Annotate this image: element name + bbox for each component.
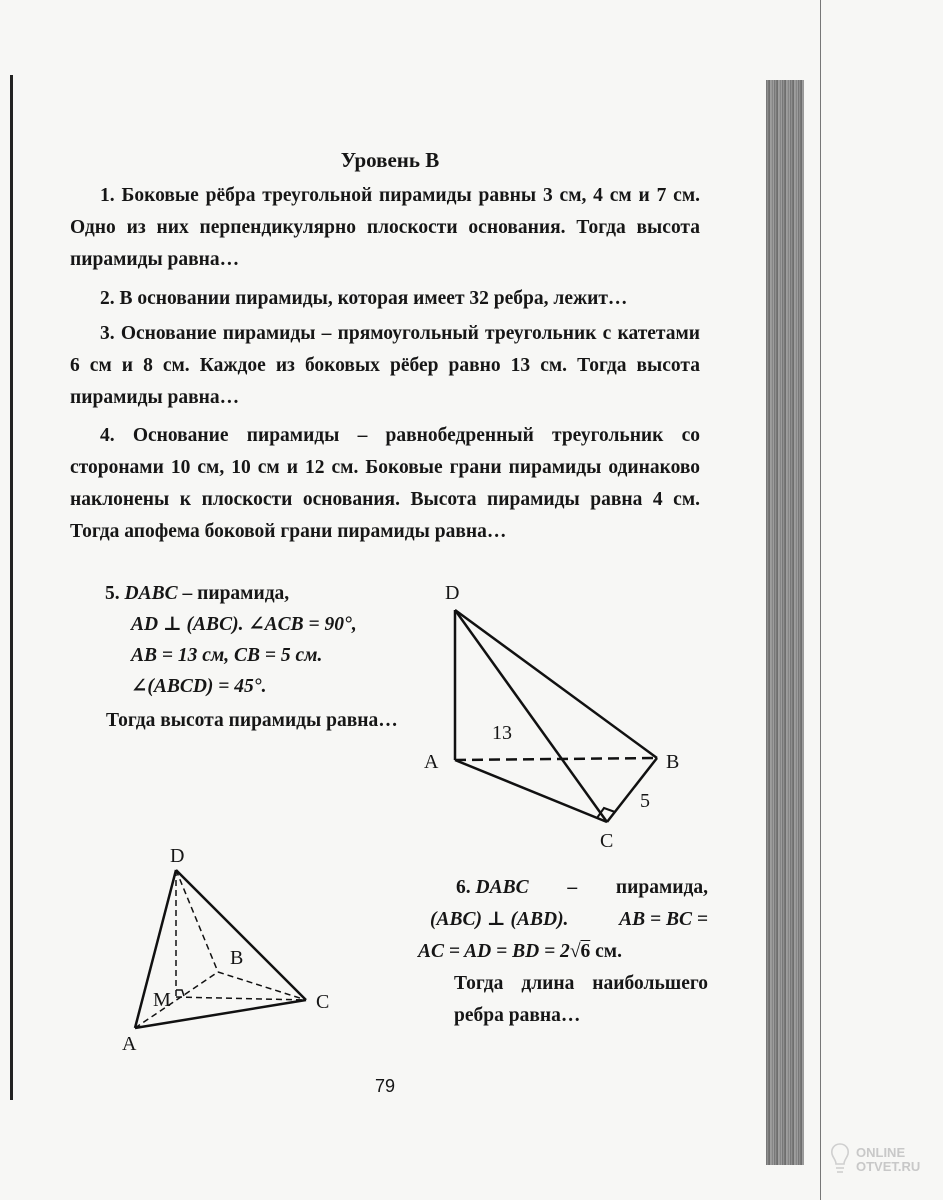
vertex-label-d: D bbox=[170, 845, 185, 867]
problem-text: Основание пирамиды – прямоугольный треугольник с катетами 6 см и 8 см. Каждое из боковых рёбер равно 13 см. Тогда высота пирамиды равна… bbox=[70, 323, 701, 408]
problem-3 bbox=[70, 318, 700, 414]
problem-text: В основании пирамиды, которая имеет 32 ребра, лежит… bbox=[119, 288, 628, 309]
problem-intro: – пирамида, bbox=[177, 583, 290, 604]
vertex-label-c: C bbox=[316, 991, 330, 1013]
problem-text: Боковые рёбра треугольной пирамиды равны 3 см, 4 см и 7 см. Одно из них перпендикулярно плоскости основания. Тогда высота пирамиды равна… bbox=[70, 185, 700, 270]
page-number: 79 bbox=[375, 1076, 396, 1096]
pyramid-name: DABC bbox=[475, 877, 529, 898]
condition-planes: (ABC) ⊥ (ABD). bbox=[430, 909, 569, 930]
edge-db-hidden bbox=[176, 870, 218, 972]
page-edge-shadow bbox=[10, 75, 13, 1100]
lightbulb-icon bbox=[830, 1142, 850, 1176]
problem-1 bbox=[70, 180, 700, 276]
right-angle-mark bbox=[176, 990, 184, 996]
edge-label-ab: 13 bbox=[492, 722, 512, 744]
problem-intro: пирамида, bbox=[615, 877, 708, 898]
problem-number: 3. bbox=[100, 323, 115, 344]
condition-line: AD ⊥ (ABC). ∠ACB = 90°, bbox=[131, 614, 357, 635]
page-fold-line bbox=[820, 0, 821, 1200]
question-text: Тогда длина наибольшего ребра равна… bbox=[454, 973, 708, 1026]
problem-number: 5. bbox=[105, 583, 120, 604]
edge-label-cb: 5 bbox=[640, 790, 650, 812]
book-binding-shadow bbox=[766, 80, 804, 1165]
problem-4 bbox=[70, 420, 700, 548]
dash: – bbox=[567, 877, 578, 898]
watermark-line-2: OTVET.RU bbox=[856, 1159, 921, 1174]
condition-edges-value: AC = AD = BD = 2√ bbox=[418, 941, 581, 962]
problem-5-conditions bbox=[105, 578, 357, 702]
section-title: Уровень В bbox=[340, 148, 440, 172]
problem-6 bbox=[418, 872, 708, 1032]
vertex-label-c: C bbox=[600, 830, 614, 852]
unit: см. bbox=[590, 941, 622, 962]
pyramid-name: DABC bbox=[124, 583, 178, 604]
condition-edges: AB = BC = bbox=[619, 909, 708, 930]
radicand: 6 bbox=[580, 941, 591, 962]
problem-number: 6. bbox=[456, 877, 471, 898]
edge-dc bbox=[176, 870, 306, 1000]
vertex-label-b: B bbox=[230, 947, 244, 969]
condition-line: ∠(ABCD) = 45°. bbox=[131, 676, 267, 697]
problem-number: 4. bbox=[100, 425, 115, 446]
watermark-line-1: ONLINE bbox=[856, 1145, 906, 1160]
problem-number: 1. bbox=[100, 185, 115, 206]
edge-ab-hidden bbox=[455, 758, 657, 760]
vertex-label-a: A bbox=[424, 751, 439, 773]
condition-line: AB = 13 см, CB = 5 см. bbox=[131, 645, 323, 666]
question-text: Тогда высота пирамиды равна… bbox=[106, 710, 398, 731]
segment-mc-hidden bbox=[176, 997, 306, 1000]
point-label-m: M bbox=[153, 989, 171, 1011]
problem-2 bbox=[70, 283, 700, 315]
vertex-label-d: D bbox=[445, 582, 460, 604]
problem-text: Основание пирамиды – равнобедренный треугольник со сторонами 10 см, 10 см и 12 см. Боковые грани пирамиды одинаково наклонены к плоскости основания. Высота пирамиды равна 4 см. Тогда апофема боковой грани пирамиды равна… bbox=[70, 425, 700, 542]
vertex-label-b: B bbox=[666, 751, 680, 773]
figure-problem-5 bbox=[420, 575, 700, 855]
figure-problem-6 bbox=[110, 840, 370, 1070]
problem-number: 2. bbox=[100, 288, 115, 309]
problem-5-question bbox=[70, 705, 400, 737]
edge-db bbox=[455, 610, 657, 758]
vertex-label-a: A bbox=[122, 1033, 137, 1055]
